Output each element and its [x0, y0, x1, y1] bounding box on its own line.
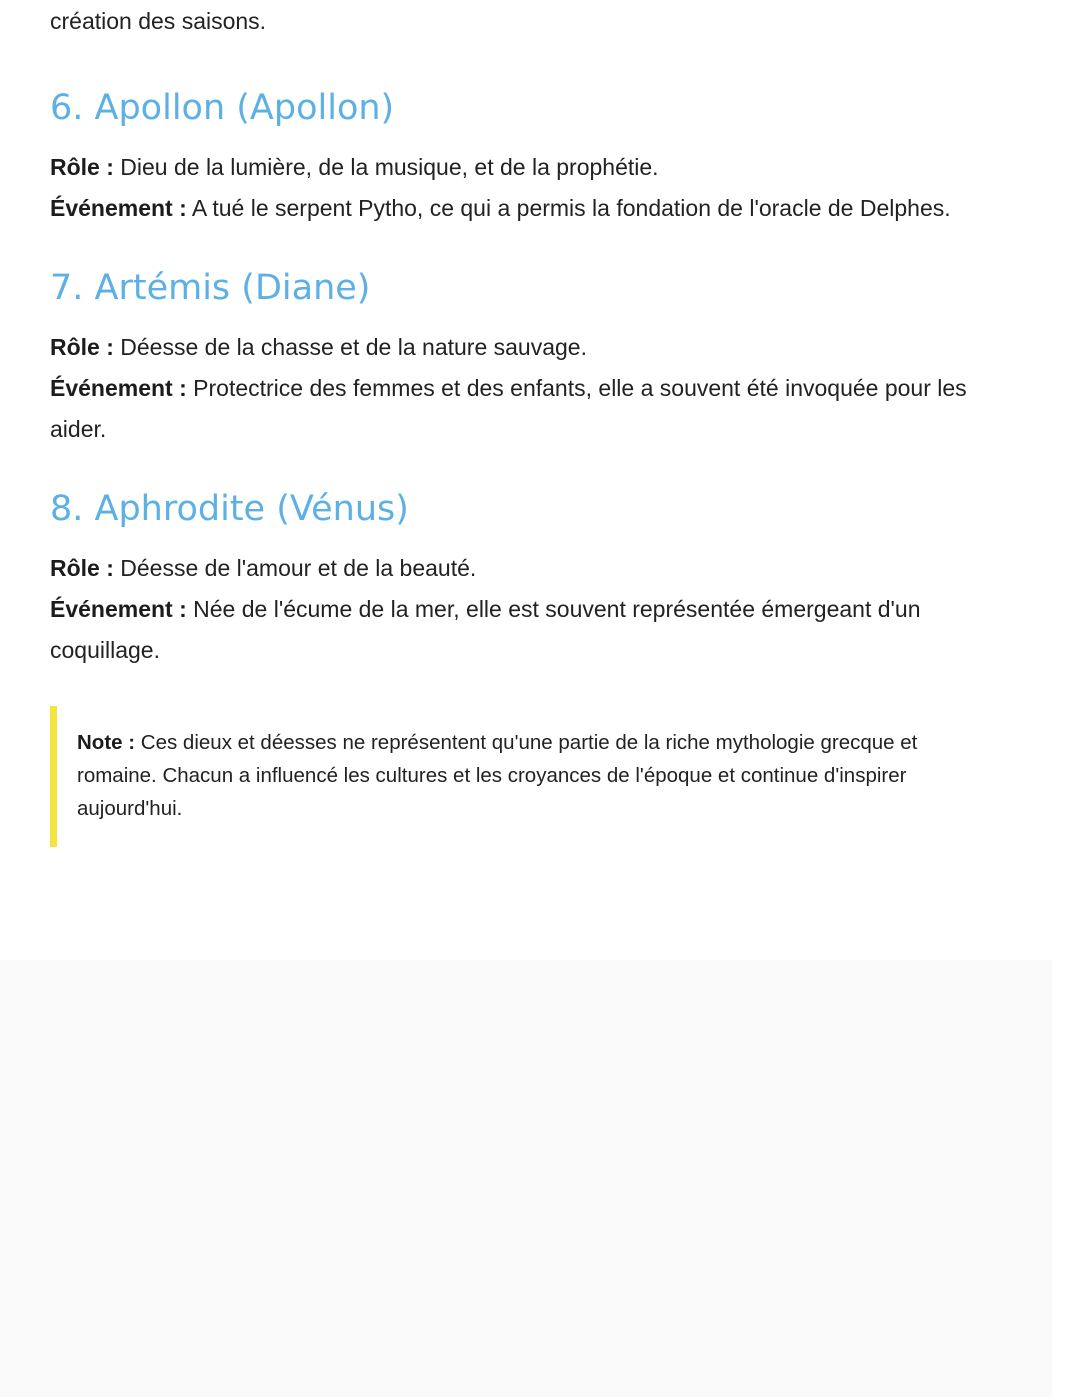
- note-text: Ces dieux et déesses ne représentent qu'une partie de la riche mythologie grecque et romaine. Chacun a influencé les cultures et les croyances de l'époque et continue d'inspirer aujourd'hui.: [77, 731, 918, 820]
- event-line: [50, 368, 1010, 450]
- role-line: [50, 548, 1010, 589]
- article-content: [50, 0, 1010, 847]
- event-text: Née de l'écume de la mer, elle est souvent représentée émergeant d'un coquillage.: [50, 596, 921, 663]
- section-artemis: [50, 266, 1010, 450]
- role-text: Déesse de la chasse et de la nature sauvage.: [120, 334, 587, 360]
- event-text: A tué le serpent Pytho, ce qui a permis la fondation de l'oracle de Delphes.: [191, 195, 951, 221]
- event-label: Événement :: [50, 375, 187, 401]
- event-text: Protectrice des femmes et des enfants, elle a souvent été invoquée pour les aider.: [50, 375, 967, 442]
- section-aphrodite: [50, 487, 1010, 671]
- section-heading: 8. Aphrodite (Vénus): [50, 489, 409, 529]
- role-label: Rôle :: [50, 555, 114, 581]
- section-heading: 6. Apollon (Apollon): [50, 88, 395, 128]
- note-callout: [50, 706, 1010, 847]
- role-label: Rôle :: [50, 154, 114, 180]
- role-text: Déesse de l'amour et de la beauté.: [120, 555, 477, 581]
- previous-paragraph-tail: création des saisons.: [50, 8, 267, 34]
- page-footer-area: [0, 960, 1052, 1397]
- section-apollon: [50, 86, 1010, 229]
- event-line: [50, 188, 1010, 229]
- role-text: Dieu de la lumière, de la musique, et de la prophétie.: [120, 154, 659, 180]
- note-label: Note :: [77, 731, 136, 754]
- event-label: Événement :: [50, 195, 187, 221]
- event-line: [50, 589, 1010, 671]
- role-label: Rôle :: [50, 334, 114, 360]
- role-line: [50, 327, 1010, 368]
- event-label: Événement :: [50, 596, 187, 622]
- role-line: [50, 147, 1010, 188]
- section-heading: 7. Artémis (Diane): [50, 268, 371, 308]
